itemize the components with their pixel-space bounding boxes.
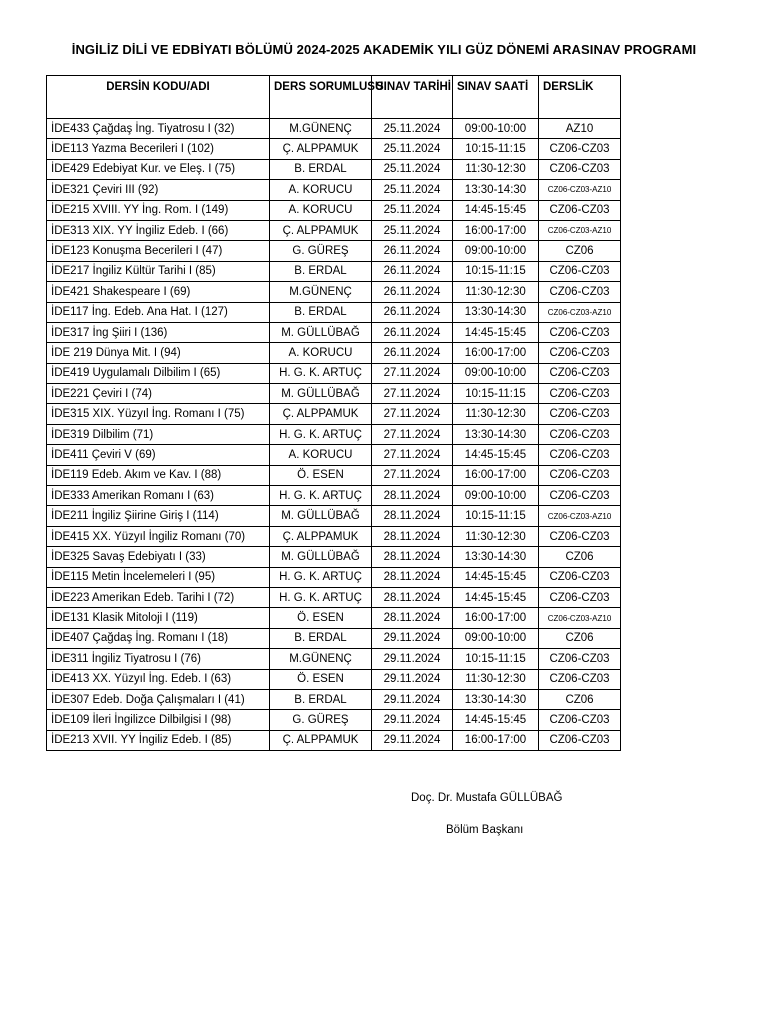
classroom-cell: CZ06-CZ03: [539, 587, 621, 607]
classroom-cell: CZ06: [539, 689, 621, 709]
table-row: [47, 404, 621, 424]
instructor-cell: Ç. ALPPAMUK: [270, 730, 372, 750]
table-row: [47, 669, 621, 689]
exam-time-cell: 14:45-15:45: [453, 445, 539, 465]
course-cell: İDE413 XX. Yüzyıl İng. Edeb. I (63): [47, 669, 270, 689]
table-row: [47, 730, 621, 750]
table-row: [47, 710, 621, 730]
course-cell: İDE117 İng. Edeb. Ana Hat. I (127): [47, 302, 270, 322]
instructor-cell: B. ERDAL: [270, 628, 372, 648]
exam-time-cell: 11:30-12:30: [453, 669, 539, 689]
classroom-cell: CZ06-CZ03: [539, 465, 621, 485]
exam-date-cell: 28.11.2024: [372, 526, 453, 546]
table-row: [47, 628, 621, 648]
exam-time-cell: 10:15-11:15: [453, 261, 539, 281]
header-exam-date: SINAV TARİHİ: [372, 76, 453, 119]
classroom-cell: CZ06-CZ03: [539, 200, 621, 220]
exam-date-cell: 27.11.2024: [372, 465, 453, 485]
table-row: [47, 220, 621, 240]
header-classroom: DERSLİK: [539, 76, 621, 119]
instructor-cell: H. G. K. ARTUÇ: [270, 424, 372, 444]
instructor-cell: B. ERDAL: [270, 261, 372, 281]
course-cell: İDE123 Konuşma Becerileri I (47): [47, 241, 270, 261]
course-cell: İDE221 Çeviri I (74): [47, 384, 270, 404]
exam-time-cell: 14:45-15:45: [453, 567, 539, 587]
exam-time-cell: 10:15-11:15: [453, 384, 539, 404]
instructor-cell: Ç. ALPPAMUK: [270, 139, 372, 159]
instructor-cell: H. G. K. ARTUÇ: [270, 363, 372, 383]
course-cell: İDE315 XIX. Yüzyıl İng. Romanı I (75): [47, 404, 270, 424]
classroom-cell: CZ06-CZ03: [539, 282, 621, 302]
course-cell: İDE223 Amerikan Edeb. Tarihi I (72): [47, 587, 270, 607]
instructor-cell: Ç. ALPPAMUK: [270, 220, 372, 240]
exam-date-cell: 28.11.2024: [372, 587, 453, 607]
instructor-cell: M.GÜNENÇ: [270, 649, 372, 669]
table-row: [47, 282, 621, 302]
table-row: [47, 608, 621, 628]
header-instructor: DERS SORUMLUSU: [270, 76, 372, 119]
exam-date-cell: 26.11.2024: [372, 302, 453, 322]
course-cell: İDE325 Savaş Edebiyatı I (33): [47, 547, 270, 567]
exam-time-cell: 10:15-11:15: [453, 139, 539, 159]
classroom-cell: CZ06-CZ03-AZ10: [539, 608, 621, 628]
instructor-cell: H. G. K. ARTUÇ: [270, 567, 372, 587]
classroom-cell: CZ06-CZ03: [539, 322, 621, 342]
instructor-cell: B. ERDAL: [270, 302, 372, 322]
table-row: [47, 119, 621, 139]
instructor-cell: M. GÜLLÜBAĞ: [270, 322, 372, 342]
table-row: [47, 241, 621, 261]
table-row: [47, 506, 621, 526]
course-cell: İDE213 XVII. YY İngiliz Edeb. I (85): [47, 730, 270, 750]
exam-time-cell: 11:30-12:30: [453, 526, 539, 546]
instructor-cell: B. ERDAL: [270, 159, 372, 179]
exam-time-cell: 13:30-14:30: [453, 302, 539, 322]
exam-time-cell: 09:00-10:00: [453, 628, 539, 648]
classroom-cell: CZ06-CZ03-AZ10: [539, 506, 621, 526]
table-row: [47, 424, 621, 444]
course-cell: İDE109 İleri İngilizce Dilbilgisi I (98): [47, 710, 270, 730]
exam-date-cell: 25.11.2024: [372, 139, 453, 159]
course-cell: İDE317 İng Şiiri I (136): [47, 322, 270, 342]
course-cell: İDE313 XIX. YY İngiliz Edeb. I (66): [47, 220, 270, 240]
classroom-cell: AZ10: [539, 119, 621, 139]
exam-date-cell: 28.11.2024: [372, 608, 453, 628]
exam-date-cell: 25.11.2024: [372, 159, 453, 179]
table-row: [47, 384, 621, 404]
exam-time-cell: 09:00-10:00: [453, 363, 539, 383]
instructor-cell: B. ERDAL: [270, 689, 372, 709]
exam-date-cell: 28.11.2024: [372, 486, 453, 506]
classroom-cell: CZ06-CZ03: [539, 404, 621, 424]
instructor-cell: M. GÜLLÜBAĞ: [270, 384, 372, 404]
classroom-cell: CZ06-CZ03: [539, 730, 621, 750]
exam-date-cell: 27.11.2024: [372, 384, 453, 404]
table-row: [47, 200, 621, 220]
signature-name: Doç. Dr. Mustafa GÜLLÜBAĞ: [411, 792, 563, 804]
instructor-cell: H. G. K. ARTUÇ: [270, 587, 372, 607]
table-row: [47, 587, 621, 607]
instructor-cell: A. KORUCU: [270, 180, 372, 200]
exam-time-cell: 13:30-14:30: [453, 180, 539, 200]
table-row: [47, 689, 621, 709]
exam-date-cell: 29.11.2024: [372, 649, 453, 669]
instructor-cell: Ö. ESEN: [270, 669, 372, 689]
exam-date-cell: 27.11.2024: [372, 445, 453, 465]
exam-schedule-table: [46, 75, 621, 751]
instructor-cell: M.GÜNENÇ: [270, 119, 372, 139]
table-row: [47, 547, 621, 567]
course-cell: İDE321 Çeviri III (92): [47, 180, 270, 200]
classroom-cell: CZ06-CZ03: [539, 526, 621, 546]
table-row: [47, 343, 621, 363]
exam-time-cell: 09:00-10:00: [453, 119, 539, 139]
exam-time-cell: 11:30-12:30: [453, 404, 539, 424]
instructor-cell: Ç. ALPPAMUK: [270, 404, 372, 424]
exam-time-cell: 13:30-14:30: [453, 689, 539, 709]
exam-time-cell: 14:45-15:45: [453, 710, 539, 730]
instructor-cell: Ç. ALPPAMUK: [270, 526, 372, 546]
exam-date-cell: 29.11.2024: [372, 628, 453, 648]
instructor-cell: G. GÜREŞ: [270, 241, 372, 261]
exam-time-cell: 14:45-15:45: [453, 200, 539, 220]
classroom-cell: CZ06-CZ03: [539, 486, 621, 506]
exam-date-cell: 25.11.2024: [372, 180, 453, 200]
exam-date-cell: 29.11.2024: [372, 669, 453, 689]
table-row: [47, 567, 621, 587]
exam-date-cell: 26.11.2024: [372, 261, 453, 281]
table-row: [47, 139, 621, 159]
classroom-cell: CZ06-CZ03: [539, 384, 621, 404]
course-cell: İDE211 İngiliz Şiirine Giriş I (114): [47, 506, 270, 526]
table-row: [47, 322, 621, 342]
exam-date-cell: 25.11.2024: [372, 200, 453, 220]
page-title: İNGİLİZ DİLİ VE EDBİYATI BÖLÜMÜ 2024-2025 AKADEMİK YILI GÜZ DÖNEMİ ARASINAV PROGRAMI: [71, 42, 697, 57]
exam-date-cell: 26.11.2024: [372, 241, 453, 261]
table-row: [47, 445, 621, 465]
exam-date-cell: 28.11.2024: [372, 567, 453, 587]
exam-date-cell: 26.11.2024: [372, 282, 453, 302]
exam-time-cell: 13:30-14:30: [453, 424, 539, 444]
signature-role: Bölüm Başkanı: [446, 824, 524, 836]
classroom-cell: CZ06-CZ03: [539, 261, 621, 281]
exam-time-cell: 10:15-11:15: [453, 649, 539, 669]
exam-date-cell: 27.11.2024: [372, 424, 453, 444]
classroom-cell: CZ06-CZ03: [539, 343, 621, 363]
instructor-cell: M.GÜNENÇ: [270, 282, 372, 302]
table-row: [47, 159, 621, 179]
exam-time-cell: 16:00-17:00: [453, 465, 539, 485]
classroom-cell: CZ06-CZ03: [539, 139, 621, 159]
course-cell: İDE217 İngiliz Kültür Tarihi I (85): [47, 261, 270, 281]
course-cell: İDE311 İngiliz Tiyatrosu I (76): [47, 649, 270, 669]
exam-time-cell: 09:00-10:00: [453, 241, 539, 261]
table-row: [47, 486, 621, 506]
classroom-cell: CZ06-CZ03: [539, 649, 621, 669]
exam-date-cell: 29.11.2024: [372, 689, 453, 709]
course-cell: İDE119 Edeb. Akım ve Kav. I (88): [47, 465, 270, 485]
classroom-cell: CZ06: [539, 547, 621, 567]
classroom-cell: CZ06-CZ03: [539, 445, 621, 465]
instructor-cell: A. KORUCU: [270, 200, 372, 220]
classroom-cell: CZ06: [539, 628, 621, 648]
table-row: [47, 302, 621, 322]
exam-time-cell: 14:45-15:45: [453, 587, 539, 607]
course-cell: İDE333 Amerikan Romanı I (63): [47, 486, 270, 506]
exam-time-cell: 09:00-10:00: [453, 486, 539, 506]
exam-time-cell: 11:30-12:30: [453, 282, 539, 302]
classroom-cell: CZ06-CZ03: [539, 567, 621, 587]
course-cell: İDE421 Shakespeare I (69): [47, 282, 270, 302]
exam-time-cell: 16:00-17:00: [453, 730, 539, 750]
course-cell: İDE419 Uygulamalı Dilbilim I (65): [47, 363, 270, 383]
exam-date-cell: 26.11.2024: [372, 343, 453, 363]
instructor-cell: M. GÜLLÜBAĞ: [270, 547, 372, 567]
exam-date-cell: 27.11.2024: [372, 404, 453, 424]
instructor-cell: Ö. ESEN: [270, 608, 372, 628]
exam-time-cell: 11:30-12:30: [453, 159, 539, 179]
table-row: [47, 649, 621, 669]
course-cell: İDE411 Çeviri V (69): [47, 445, 270, 465]
instructor-cell: M. GÜLLÜBAĞ: [270, 506, 372, 526]
exam-date-cell: 29.11.2024: [372, 710, 453, 730]
course-cell: İDE415 XX. Yüzyıl İngiliz Romanı (70): [47, 526, 270, 546]
course-cell: İDE307 Edeb. Doğa Çalışmaları I (41): [47, 689, 270, 709]
instructor-cell: G. GÜREŞ: [270, 710, 372, 730]
classroom-cell: CZ06-CZ03: [539, 669, 621, 689]
exam-time-cell: 14:45-15:45: [453, 322, 539, 342]
table-row: [47, 465, 621, 485]
table-row: [47, 363, 621, 383]
course-cell: İDE429 Edebiyat Kur. ve Eleş. I (75): [47, 159, 270, 179]
instructor-cell: Ö. ESEN: [270, 465, 372, 485]
classroom-cell: CZ06-CZ03-AZ10: [539, 302, 621, 322]
exam-date-cell: 27.11.2024: [372, 363, 453, 383]
instructor-cell: H. G. K. ARTUÇ: [270, 486, 372, 506]
classroom-cell: CZ06-CZ03-AZ10: [539, 220, 621, 240]
exam-time-cell: 10:15-11:15: [453, 506, 539, 526]
header-exam-time: SINAV SAATİ: [453, 76, 539, 119]
exam-date-cell: 25.11.2024: [372, 220, 453, 240]
exam-time-cell: 13:30-14:30: [453, 547, 539, 567]
classroom-cell: CZ06-CZ03: [539, 424, 621, 444]
course-cell: İDE115 Metin İncelemeleri I (95): [47, 567, 270, 587]
classroom-cell: CZ06-CZ03-AZ10: [539, 180, 621, 200]
classroom-cell: CZ06-CZ03: [539, 159, 621, 179]
exam-date-cell: 26.11.2024: [372, 322, 453, 342]
table-row: [47, 180, 621, 200]
course-cell: İDE113 Yazma Becerileri I (102): [47, 139, 270, 159]
exam-time-cell: 16:00-17:00: [453, 220, 539, 240]
exam-time-cell: 16:00-17:00: [453, 343, 539, 363]
exam-date-cell: 29.11.2024: [372, 730, 453, 750]
exam-date-cell: 25.11.2024: [372, 119, 453, 139]
table-row: [47, 526, 621, 546]
course-cell: İDE433 Çağdaş İng. Tiyatrosu I (32): [47, 119, 270, 139]
course-cell: İDE319 Dilbilim (71): [47, 424, 270, 444]
header-course: DERSİN KODU/ADI: [47, 76, 270, 119]
course-cell: İDE131 Klasik Mitoloji I (119): [47, 608, 270, 628]
classroom-cell: CZ06-CZ03: [539, 363, 621, 383]
exam-time-cell: 16:00-17:00: [453, 608, 539, 628]
table-header-row: [47, 76, 621, 119]
exam-date-cell: 28.11.2024: [372, 547, 453, 567]
course-cell: İDE 219 Dünya Mit. I (94): [47, 343, 270, 363]
course-cell: İDE407 Çağdaş İng. Romanı I (18): [47, 628, 270, 648]
instructor-cell: A. KORUCU: [270, 343, 372, 363]
table-row: [47, 261, 621, 281]
course-cell: İDE215 XVIII. YY İng. Rom. I (149): [47, 200, 270, 220]
exam-date-cell: 28.11.2024: [372, 506, 453, 526]
instructor-cell: A. KORUCU: [270, 445, 372, 465]
classroom-cell: CZ06: [539, 241, 621, 261]
classroom-cell: CZ06-CZ03: [539, 710, 621, 730]
